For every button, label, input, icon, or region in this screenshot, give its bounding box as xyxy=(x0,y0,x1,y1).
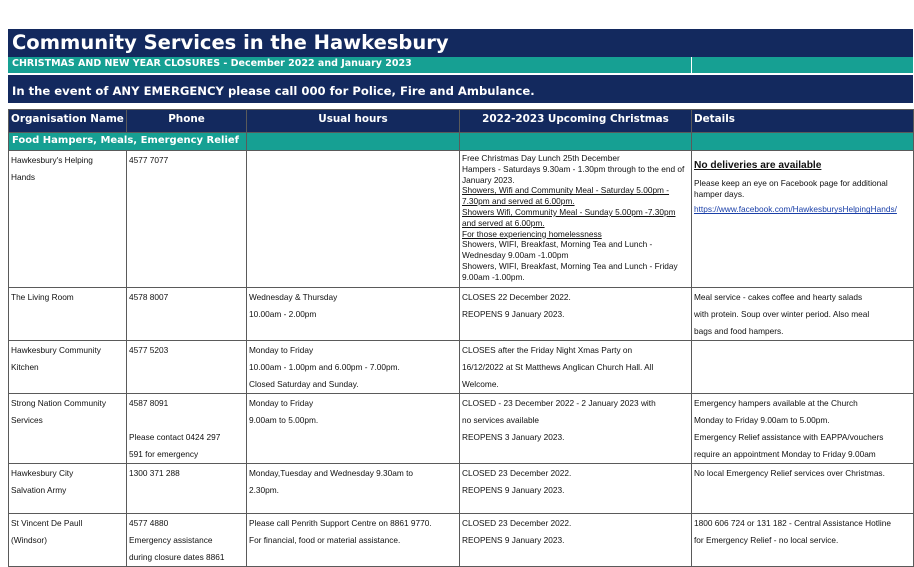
christmas-cell xyxy=(460,394,692,464)
org-name-line: Hawkesbury Community xyxy=(11,345,101,355)
table-row xyxy=(9,151,914,288)
closures-subtitle-text: CHRISTMAS AND NEW YEAR CLOSURES - December 2022 and January 2023 xyxy=(12,58,412,69)
org-name-line: St Vincent De Paull xyxy=(11,518,83,528)
no-deliveries-heading: No deliveries are available xyxy=(694,160,822,171)
table-row xyxy=(9,394,914,464)
christmas-line: For those experiencing homelessness xyxy=(462,228,602,239)
section-empty-cell xyxy=(460,133,692,151)
table-row xyxy=(9,341,914,394)
hours-line: 10.00am - 2.00pm xyxy=(249,309,317,319)
hours-line: Wednesday & Thursday xyxy=(249,292,338,302)
org-name-line: Hawkesbury's Helping xyxy=(11,155,93,165)
christmas-line: REOPENS 9 January 2023. xyxy=(462,309,565,319)
christmas-line: Hampers - Saturdays 9.30am - 1.30pm through to the end of January 2023. xyxy=(462,163,685,185)
details-text: Please keep an eye on Facebook page for additional hamper days. xyxy=(694,177,888,199)
page-title: Community Services in the Hawkesbury xyxy=(8,29,913,57)
details-line: Emergency hampers available at the Church xyxy=(694,398,858,408)
table-header-row xyxy=(9,110,914,133)
details-cell xyxy=(692,394,914,464)
col-header-organisation: Organisation Name xyxy=(9,110,127,133)
section-empty-cell xyxy=(247,133,460,151)
phone-cell xyxy=(127,151,247,288)
christmas-line: CLOSED 23 December 2022. xyxy=(462,468,572,478)
hours-line: 2.30pm. xyxy=(249,485,279,495)
hours-line: Please call Penrith Support Centre on 8861 9770. xyxy=(249,518,432,528)
hours-cell xyxy=(247,514,460,567)
facebook-link[interactable]: https://www.facebook.com/HawkesburysHelpingHands/ xyxy=(694,204,897,215)
emergency-notice: In the event of ANY EMERGENCY please call 000 for Police, Fire and Ambulance. xyxy=(8,73,913,103)
phone-line: 4577 5203 xyxy=(129,345,169,355)
phone-cell xyxy=(127,288,247,341)
christmas-cell xyxy=(460,514,692,567)
table-row xyxy=(9,514,914,567)
org-name-cell xyxy=(9,341,127,394)
org-name-line: (Windsor) xyxy=(11,535,47,545)
org-name-line: Kitchen xyxy=(11,362,39,372)
christmas-line: REOPENS 9 January 2023. xyxy=(462,535,565,545)
phone-cell xyxy=(127,341,247,394)
phone-line: 591 for emergency xyxy=(129,449,199,459)
christmas-line: Free Christmas Day Lunch 25th December xyxy=(462,153,620,163)
hours-cell xyxy=(247,464,460,514)
hours-cell xyxy=(247,394,460,464)
hours-cell xyxy=(247,288,460,341)
christmas-line: Showers, WIFI, Breakfast, Morning Tea and Lunch - Wednesday 9.00am -1.00pm xyxy=(462,239,653,261)
phone-cell xyxy=(127,394,247,464)
section-empty-cell xyxy=(692,133,914,151)
col-header-usual-hours: Usual hours xyxy=(247,110,460,133)
christmas-line: Showers, WIFI, Breakfast, Morning Tea and Lunch - Friday 9.00am -1.00pm. xyxy=(462,260,678,282)
details-cell xyxy=(692,464,914,514)
org-name-cell xyxy=(9,464,127,514)
details-cell xyxy=(692,151,914,288)
details-cell xyxy=(692,514,914,567)
org-name-line: Strong Nation Community xyxy=(11,398,106,408)
christmas-line: CLOSED - 23 December 2022 - 2 January 2023 with xyxy=(462,398,656,408)
phone-gap xyxy=(129,412,244,429)
phone-cell xyxy=(127,514,247,567)
christmas-cell xyxy=(460,151,692,288)
col-header-details: Details xyxy=(692,110,914,133)
hours-line: Monday to Friday xyxy=(249,398,314,408)
details-cell xyxy=(692,288,914,341)
details-line: 1800 606 724 or 131 182 - Central Assistance Hotline xyxy=(694,518,891,528)
phone-line: 4577 7077 xyxy=(129,155,169,165)
christmas-line: CLOSED 23 December 2022. xyxy=(462,518,572,528)
christmas-line: REOPENS 3 January 2023. xyxy=(462,432,565,442)
details-cell xyxy=(692,341,914,394)
christmas-cell xyxy=(460,341,692,394)
details-line: bags and food hampers. xyxy=(694,326,784,336)
details-line: with protein. Soup over winter period. Also meal xyxy=(694,309,870,319)
christmas-line: REOPENS 9 January 2023. xyxy=(462,485,565,495)
hours-line: 9.00am to 5.00pm. xyxy=(249,415,319,425)
christmas-cell xyxy=(460,288,692,341)
details-line: for Emergency Relief - no local service. xyxy=(694,535,839,545)
org-name-cell xyxy=(9,151,127,288)
col-header-christmas: 2022-2023 Upcoming Christmas xyxy=(460,110,692,133)
christmas-line: 16/12/2022 at St Matthews Anglican Church Hall. All xyxy=(462,362,654,372)
section-label-cell xyxy=(9,133,247,151)
table-row xyxy=(9,288,914,341)
details-line: Emergency Relief assistance with EAPPA/vouchers xyxy=(694,432,884,442)
christmas-line: no services available xyxy=(462,415,540,425)
phone-cell xyxy=(127,464,247,514)
phone-line: 4578 8007 xyxy=(129,292,169,302)
details-line: No local Emergency Relief services over Christmas. xyxy=(694,468,885,478)
org-name-line: Hands xyxy=(11,172,35,182)
phone-line: 4577 4880 xyxy=(129,518,169,528)
org-name-cell xyxy=(9,514,127,567)
org-name-cell xyxy=(9,288,127,341)
details-line: Monday to Friday 9.00am to 5.00pm. xyxy=(694,415,830,425)
hours-line: For financial, food or material assistance. xyxy=(249,535,401,545)
hours-line: 10.00am - 1.00pm and 6.00pm - 7.00pm. xyxy=(249,362,400,372)
christmas-line: Showers Wifi, Community Meal - Sunday 5.00pm -7.30pm and served at 6.00pm. xyxy=(462,206,676,228)
section-row xyxy=(9,133,914,151)
hours-cell xyxy=(247,341,460,394)
org-name-line: Services xyxy=(11,415,43,425)
christmas-line: CLOSES 22 December 2022. xyxy=(462,292,571,302)
phone-line: Please contact 0424 297 xyxy=(129,432,221,442)
hours-cell xyxy=(247,151,460,288)
christmas-cell xyxy=(460,464,692,514)
phone-line: Emergency assistance xyxy=(129,535,213,545)
phone-line: 1300 371 288 xyxy=(129,468,180,478)
services-table xyxy=(8,109,914,567)
section-label: Food Hampers, Meals, Emergency Relief xyxy=(12,135,240,146)
table-row xyxy=(9,464,914,514)
hours-line: Closed Saturday and Sunday. xyxy=(249,379,359,389)
details-line: require an appointment Monday to Friday 9.00am xyxy=(694,449,876,459)
closures-subtitle xyxy=(8,57,913,73)
details-line: Meal service - cakes coffee and hearty salads xyxy=(694,292,863,302)
christmas-line: CLOSES after the Friday Night Xmas Party on xyxy=(462,345,633,355)
hours-line: Monday to Friday xyxy=(249,345,314,355)
org-name-line: The Living Room xyxy=(11,292,74,302)
phone-line: during closure dates 8861 xyxy=(129,552,225,562)
org-name-line: Salvation Army xyxy=(11,485,67,495)
hours-line: Monday,Tuesday and Wednesday 9.30am to xyxy=(249,468,414,478)
org-name-line: Hawkesbury City xyxy=(11,468,74,478)
col-header-phone: Phone xyxy=(127,110,247,133)
christmas-line: Welcome. xyxy=(462,379,499,389)
subtitle-blank-cell xyxy=(691,57,913,73)
org-name-cell xyxy=(9,394,127,464)
christmas-line: Showers, Wifi and Community Meal - Saturday 5.00pm - 7.30pm and served at 6.00pm. xyxy=(462,185,670,207)
phone-line: 4587 8091 xyxy=(129,398,169,408)
